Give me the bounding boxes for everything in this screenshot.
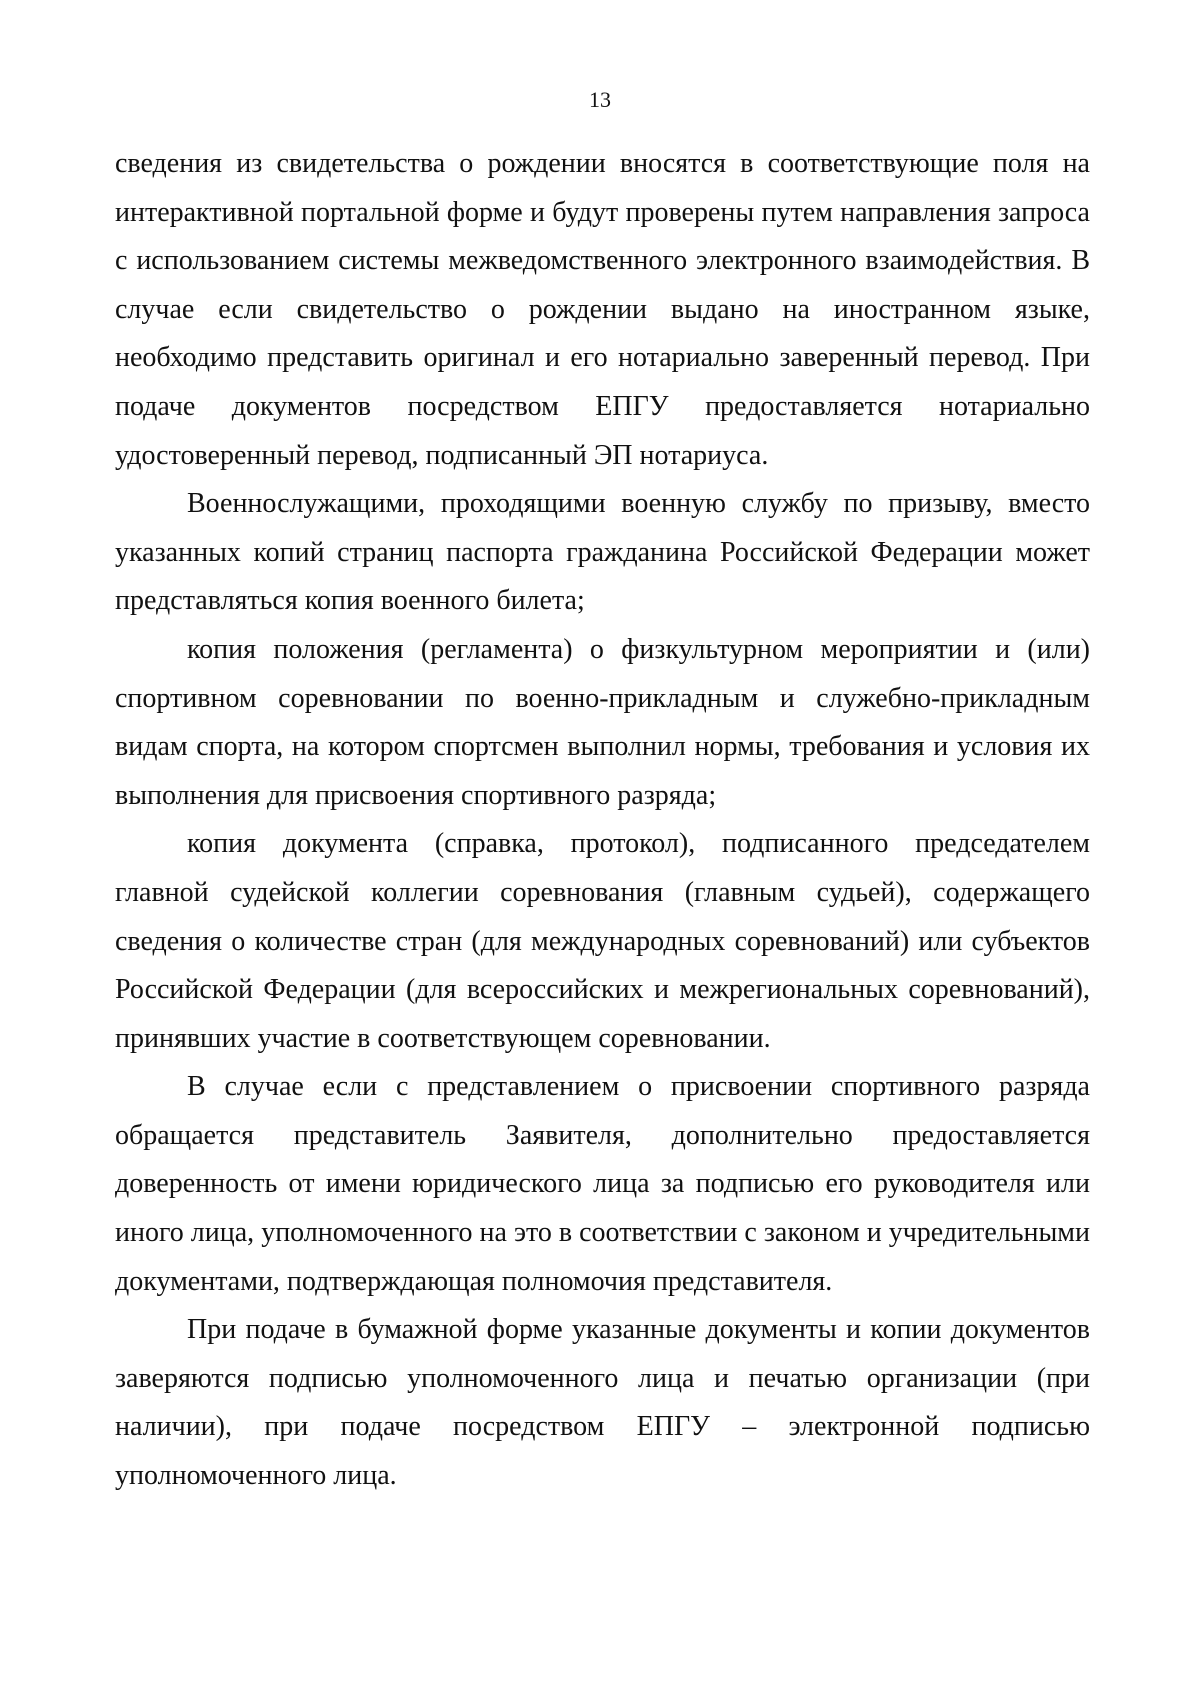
paragraph-birth-certificate: сведения из свидетельства о рождении вносятся в соответствующие поля на интерактивной портальной форме и будут проверены путем направления запроса с использованием системы межведомственного электронного взаимодействия. В случае если свидетельство о рождении выдано на иностранном языке, необходимо представить оригинал и его нотариально заверенный перевод. При подаче документов посредством ЕПГУ предоставляется нотариально удостоверенный перевод, подписанный ЭП нотариуса. — [115, 148, 1090, 471]
paragraph-certification: При подаче в бумажной форме указанные документы и копии документов заверяются подписью уполномоченного лица и печатью организации (при наличии), при подаче посредством ЕПГУ – электронной подписью уполномоченного лица. — [115, 1314, 1090, 1492]
paragraph-regulation-copy: копия положения (регламента) о физкультурном мероприятии и (или) спортивном соревновании по военно-прикладным и служебно-прикладным видам спорта, на котором спортсмен выполнил нормы, требования и условия их выполнения для присвоения спортивного разряда; — [115, 633, 1090, 811]
paragraph-military-service: Военнослужащими, проходящими военную службу по призыву, вместо указанных копий страниц паспорта гражданина Российской Федерации может представляться копия военного билета; — [115, 488, 1090, 617]
page-body — [115, 140, 1090, 1501]
paragraph-judges-document: копия документа (справка, протокол), подписанного председателем главной судейской коллегии соревнования (главным судьей), содержащего сведения о количестве стран (для международных соревнований) или субъектов Российской Федерации (для всероссийских и межрегиональных соревнований), принявших участие в соответствующем соревновании. — [115, 828, 1090, 1054]
page-number: 13 — [589, 87, 611, 112]
paragraph-representative: В случае если с представлением о присвоении спортивного разряда обращается представитель Заявителя, дополнительно предоставляется доверенность от имени юридического лица за подписью его руководителя или иного лица, уполномоченного на это в соответствии с законом и учредительными документами, подтверждающая полномочия представителя. — [115, 1071, 1090, 1297]
